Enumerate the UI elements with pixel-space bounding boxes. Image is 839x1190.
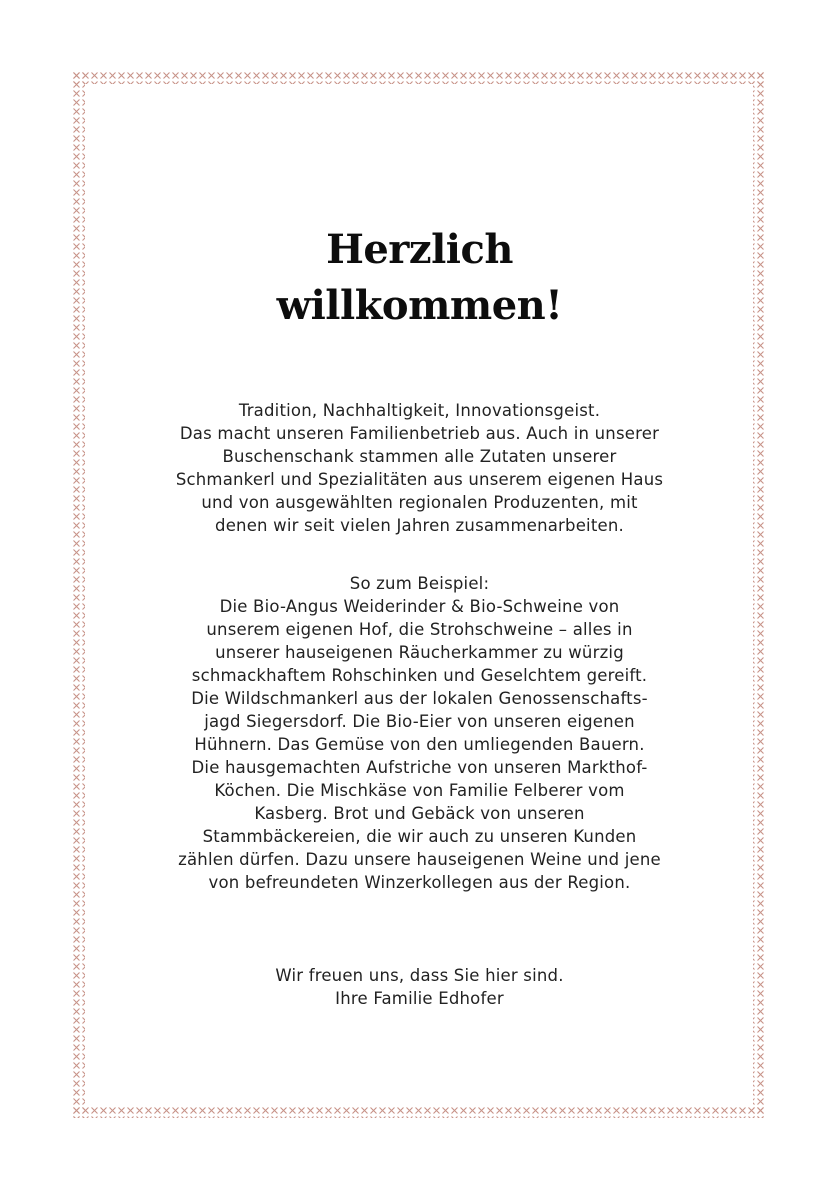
text-line: von befreundeten Winzerkollegen aus der Region. <box>208 873 631 892</box>
text-line: Tradition, Nachhaltigkeit, Innovationsgeist. <box>238 401 601 420</box>
text-line: Wir freuen uns, dass Sie hier sind. <box>275 966 564 985</box>
title-line: Herzlich <box>326 226 513 273</box>
text-line: zählen dürfen. Dazu unsere hauseigenen Weine und jene <box>178 850 661 869</box>
closing-paragraph <box>100 964 739 1010</box>
text-line: Die hausgemachten Aufstriche von unseren Markthof- <box>191 758 648 777</box>
text-line: Kasberg. Brot und Gebäck von unseren <box>254 804 585 823</box>
text-line: Die Wildschmankerl aus der lokalen Genossenschafts- <box>191 689 648 708</box>
text-line: Das macht unseren Familienbetrieb aus. Auch in unserer <box>179 424 660 443</box>
text-line: schmackhaftem Rohschinken und Geselchtem gereift. <box>191 666 648 685</box>
intro-paragraph <box>100 399 739 537</box>
text-line: Köchen. Die Mischkäse von Familie Felberer vom <box>214 781 625 800</box>
text-line: So zum Beispiel: <box>349 574 490 593</box>
signature-line: Ihre Familie Edhofer <box>335 989 504 1008</box>
text-line: unserem eigenen Hof, die Strohschweine – alles in <box>206 620 633 639</box>
text-line: Schmankerl und Spezialitäten aus unserem eigenen Haus <box>175 470 664 489</box>
text-line: Stammbäckereien, die wir auch zu unseren Kunden <box>202 827 637 846</box>
text-line: jagd Siegersdorf. Die Bio-Eier von unseren eigenen <box>204 712 635 731</box>
text-line: Die Bio-Angus Weiderinder & Bio-Schweine von <box>219 597 620 616</box>
text-line: Buschenschank stammen alle Zutaten unserer <box>222 447 617 466</box>
text-line: Hühnern. Das Gemüse von den umliegenden Bauern. <box>194 735 645 754</box>
text-line: denen wir seit vielen Jahren zusammenarbeiten. <box>215 516 624 535</box>
title-line: willkommen! <box>276 282 563 329</box>
text-line: und von ausgewählten regionalen Produzenten, mit <box>201 493 638 512</box>
text-line: unserer hauseigenen Räucherkammer zu würzig <box>215 643 624 662</box>
examples-paragraph <box>100 572 739 894</box>
page-title <box>100 222 739 334</box>
